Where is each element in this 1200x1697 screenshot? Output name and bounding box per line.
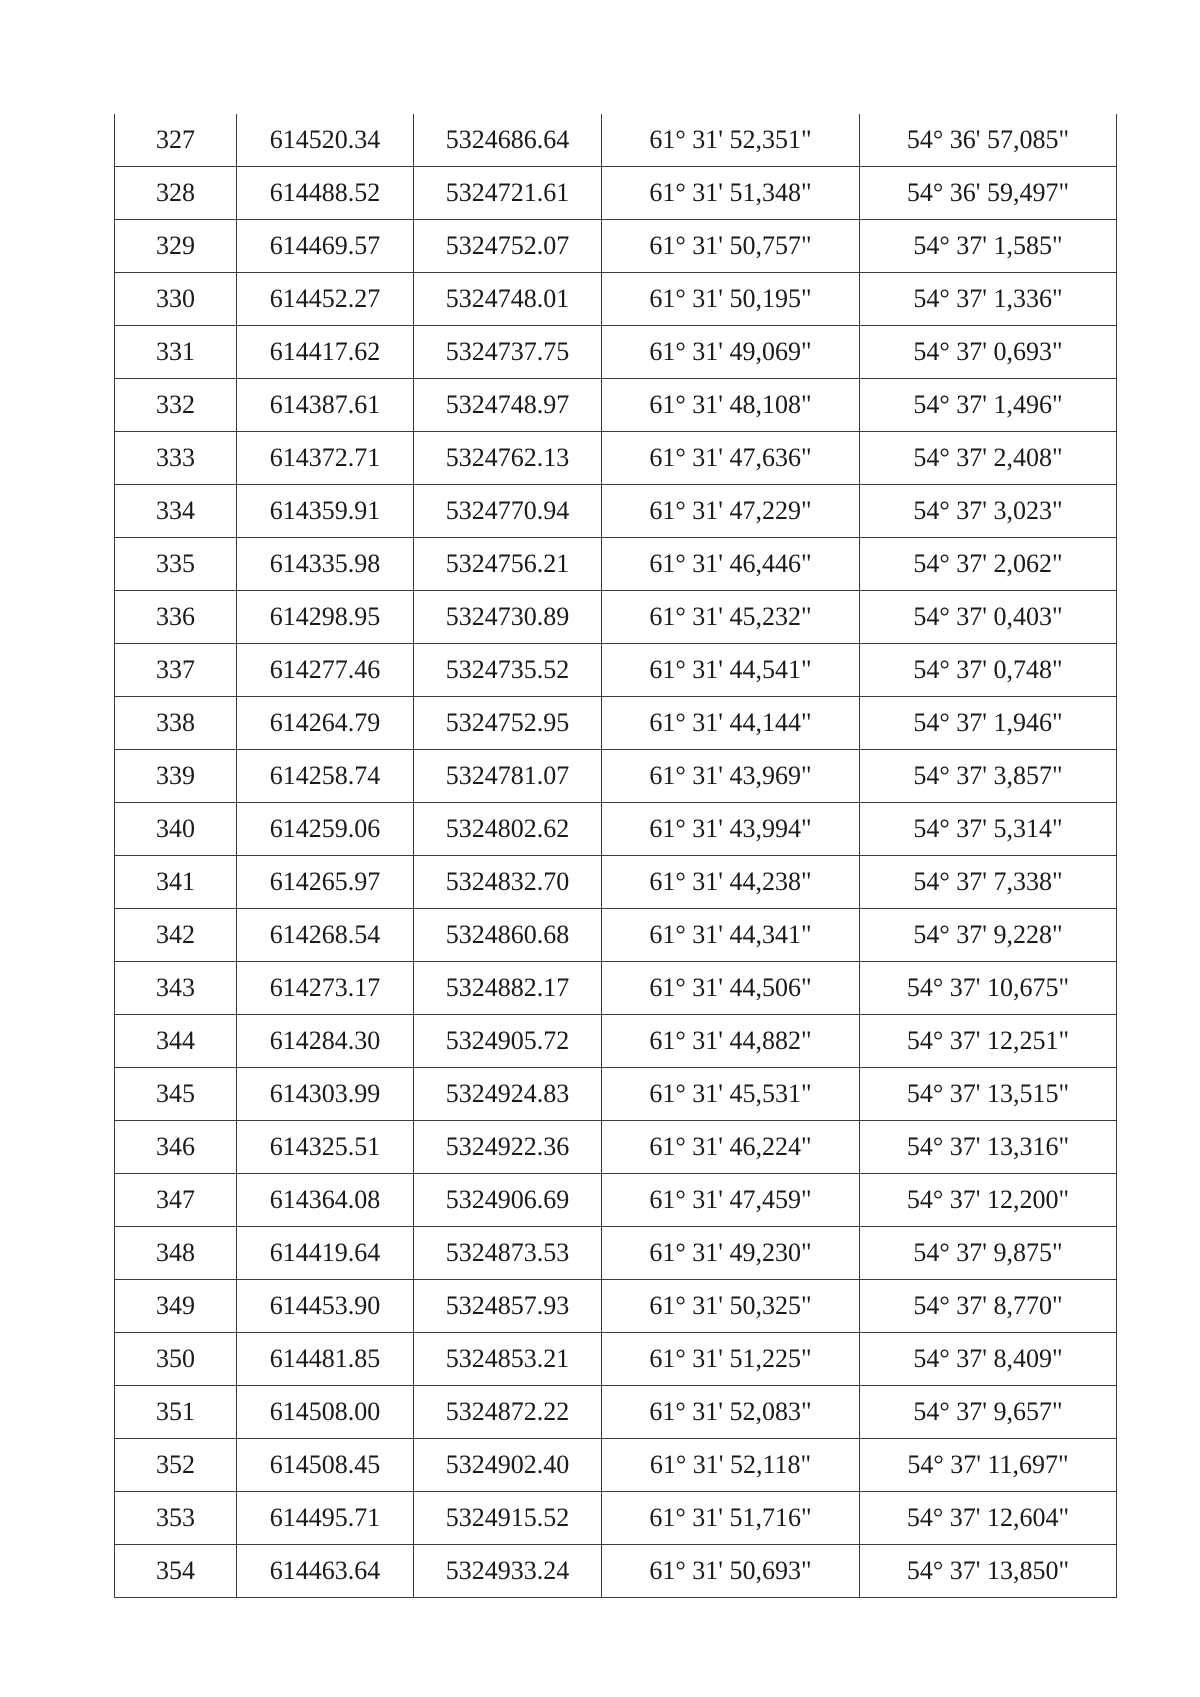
longitude-cell: 61° 31' 46,224" — [602, 1121, 860, 1174]
x-coordinate-cell: 614335.98 — [237, 538, 414, 591]
x-coordinate-cell: 614258.74 — [237, 750, 414, 803]
point-number-cell: 350 — [115, 1333, 237, 1386]
point-number-cell: 343 — [115, 962, 237, 1015]
x-coordinate-cell: 614481.85 — [237, 1333, 414, 1386]
y-coordinate-cell: 5324873.53 — [414, 1227, 602, 1280]
latitude-cell: 54° 37' 13,316" — [860, 1121, 1117, 1174]
point-number-cell: 341 — [115, 856, 237, 909]
longitude-cell: 61° 31' 49,230" — [602, 1227, 860, 1280]
coordinates-table-body — [115, 114, 1117, 1598]
longitude-cell: 61° 31' 50,757" — [602, 220, 860, 273]
longitude-cell: 61° 31' 47,636" — [602, 432, 860, 485]
latitude-cell: 54° 37' 0,748" — [860, 644, 1117, 697]
x-coordinate-cell: 614364.08 — [237, 1174, 414, 1227]
longitude-cell: 61° 31' 50,325" — [602, 1280, 860, 1333]
y-coordinate-cell: 5324752.07 — [414, 220, 602, 273]
x-coordinate-cell: 614264.79 — [237, 697, 414, 750]
table-row — [115, 1121, 1117, 1174]
latitude-cell: 54° 37' 9,875" — [860, 1227, 1117, 1280]
y-coordinate-cell: 5324756.21 — [414, 538, 602, 591]
latitude-cell: 54° 36' 59,497" — [860, 167, 1117, 220]
x-coordinate-cell: 614453.90 — [237, 1280, 414, 1333]
point-number-cell: 327 — [115, 114, 237, 167]
latitude-cell: 54° 37' 11,697" — [860, 1439, 1117, 1492]
latitude-cell: 54° 36' 57,085" — [860, 114, 1117, 167]
longitude-cell: 61° 31' 46,446" — [602, 538, 860, 591]
point-number-cell: 340 — [115, 803, 237, 856]
x-coordinate-cell: 614372.71 — [237, 432, 414, 485]
y-coordinate-cell: 5324933.24 — [414, 1545, 602, 1598]
longitude-cell: 61° 31' 47,459" — [602, 1174, 860, 1227]
table-row — [115, 803, 1117, 856]
table-row — [115, 114, 1117, 167]
point-number-cell: 344 — [115, 1015, 237, 1068]
latitude-cell: 54° 37' 1,585" — [860, 220, 1117, 273]
point-number-cell: 351 — [115, 1386, 237, 1439]
latitude-cell: 54° 37' 0,403" — [860, 591, 1117, 644]
y-coordinate-cell: 5324853.21 — [414, 1333, 602, 1386]
longitude-cell: 61° 31' 52,083" — [602, 1386, 860, 1439]
longitude-cell: 61° 31' 50,195" — [602, 273, 860, 326]
point-number-cell: 332 — [115, 379, 237, 432]
point-number-cell: 330 — [115, 273, 237, 326]
latitude-cell: 54° 37' 10,675" — [860, 962, 1117, 1015]
longitude-cell: 61° 31' 44,238" — [602, 856, 860, 909]
y-coordinate-cell: 5324735.52 — [414, 644, 602, 697]
coordinates-table — [114, 114, 1117, 1598]
latitude-cell: 54° 37' 13,850" — [860, 1545, 1117, 1598]
y-coordinate-cell: 5324882.17 — [414, 962, 602, 1015]
y-coordinate-cell: 5324730.89 — [414, 591, 602, 644]
latitude-cell: 54° 37' 9,657" — [860, 1386, 1117, 1439]
x-coordinate-cell: 614259.06 — [237, 803, 414, 856]
x-coordinate-cell: 614284.30 — [237, 1015, 414, 1068]
x-coordinate-cell: 614508.45 — [237, 1439, 414, 1492]
y-coordinate-cell: 5324686.64 — [414, 114, 602, 167]
y-coordinate-cell: 5324752.95 — [414, 697, 602, 750]
x-coordinate-cell: 614303.99 — [237, 1068, 414, 1121]
latitude-cell: 54° 37' 12,200" — [860, 1174, 1117, 1227]
point-number-cell: 352 — [115, 1439, 237, 1492]
y-coordinate-cell: 5324872.22 — [414, 1386, 602, 1439]
x-coordinate-cell: 614520.34 — [237, 114, 414, 167]
table-row — [115, 1280, 1117, 1333]
point-number-cell: 328 — [115, 167, 237, 220]
table-row — [115, 1015, 1117, 1068]
point-number-cell: 354 — [115, 1545, 237, 1598]
point-number-cell: 338 — [115, 697, 237, 750]
point-number-cell: 334 — [115, 485, 237, 538]
x-coordinate-cell: 614488.52 — [237, 167, 414, 220]
y-coordinate-cell: 5324915.52 — [414, 1492, 602, 1545]
table-row — [115, 167, 1117, 220]
latitude-cell: 54° 37' 1,336" — [860, 273, 1117, 326]
y-coordinate-cell: 5324922.36 — [414, 1121, 602, 1174]
x-coordinate-cell: 614508.00 — [237, 1386, 414, 1439]
table-row — [115, 909, 1117, 962]
x-coordinate-cell: 614265.97 — [237, 856, 414, 909]
table-row — [115, 962, 1117, 1015]
y-coordinate-cell: 5324748.97 — [414, 379, 602, 432]
table-row — [115, 697, 1117, 750]
x-coordinate-cell: 614469.57 — [237, 220, 414, 273]
latitude-cell: 54° 37' 3,023" — [860, 485, 1117, 538]
y-coordinate-cell: 5324748.01 — [414, 273, 602, 326]
point-number-cell: 342 — [115, 909, 237, 962]
x-coordinate-cell: 614298.95 — [237, 591, 414, 644]
point-number-cell: 331 — [115, 326, 237, 379]
table-row — [115, 1439, 1117, 1492]
point-number-cell: 346 — [115, 1121, 237, 1174]
y-coordinate-cell: 5324781.07 — [414, 750, 602, 803]
point-number-cell: 337 — [115, 644, 237, 697]
longitude-cell: 61° 31' 49,069" — [602, 326, 860, 379]
table-row — [115, 220, 1117, 273]
point-number-cell: 353 — [115, 1492, 237, 1545]
table-row — [115, 485, 1117, 538]
table-row — [115, 1545, 1117, 1598]
x-coordinate-cell: 614277.46 — [237, 644, 414, 697]
y-coordinate-cell: 5324905.72 — [414, 1015, 602, 1068]
y-coordinate-cell: 5324860.68 — [414, 909, 602, 962]
x-coordinate-cell: 614359.91 — [237, 485, 414, 538]
latitude-cell: 54° 37' 1,946" — [860, 697, 1117, 750]
table-row — [115, 432, 1117, 485]
table-row — [115, 326, 1117, 379]
longitude-cell: 61° 31' 44,341" — [602, 909, 860, 962]
x-coordinate-cell: 614452.27 — [237, 273, 414, 326]
longitude-cell: 61° 31' 48,108" — [602, 379, 860, 432]
latitude-cell: 54° 37' 3,857" — [860, 750, 1117, 803]
longitude-cell: 61° 31' 43,994" — [602, 803, 860, 856]
table-row — [115, 379, 1117, 432]
point-number-cell: 335 — [115, 538, 237, 591]
latitude-cell: 54° 37' 2,408" — [860, 432, 1117, 485]
latitude-cell: 54° 37' 7,338" — [860, 856, 1117, 909]
y-coordinate-cell: 5324902.40 — [414, 1439, 602, 1492]
x-coordinate-cell: 614387.61 — [237, 379, 414, 432]
table-row — [115, 1227, 1117, 1280]
longitude-cell: 61° 31' 44,882" — [602, 1015, 860, 1068]
point-number-cell: 345 — [115, 1068, 237, 1121]
longitude-cell: 61° 31' 52,351" — [602, 114, 860, 167]
table-row — [115, 591, 1117, 644]
longitude-cell: 61° 31' 45,232" — [602, 591, 860, 644]
point-number-cell: 329 — [115, 220, 237, 273]
table-row — [115, 1068, 1117, 1121]
longitude-cell: 61° 31' 51,348" — [602, 167, 860, 220]
y-coordinate-cell: 5324924.83 — [414, 1068, 602, 1121]
table-row — [115, 538, 1117, 591]
y-coordinate-cell: 5324721.61 — [414, 167, 602, 220]
longitude-cell: 61° 31' 51,716" — [602, 1492, 860, 1545]
longitude-cell: 61° 31' 52,118" — [602, 1439, 860, 1492]
table-row — [115, 1333, 1117, 1386]
table-row — [115, 750, 1117, 803]
latitude-cell: 54° 37' 5,314" — [860, 803, 1117, 856]
y-coordinate-cell: 5324802.62 — [414, 803, 602, 856]
point-number-cell: 336 — [115, 591, 237, 644]
x-coordinate-cell: 614325.51 — [237, 1121, 414, 1174]
point-number-cell: 348 — [115, 1227, 237, 1280]
x-coordinate-cell: 614419.64 — [237, 1227, 414, 1280]
y-coordinate-cell: 5324857.93 — [414, 1280, 602, 1333]
table-row — [115, 1492, 1117, 1545]
latitude-cell: 54° 37' 0,693" — [860, 326, 1117, 379]
point-number-cell: 347 — [115, 1174, 237, 1227]
latitude-cell: 54° 37' 1,496" — [860, 379, 1117, 432]
x-coordinate-cell: 614463.64 — [237, 1545, 414, 1598]
latitude-cell: 54° 37' 12,251" — [860, 1015, 1117, 1068]
x-coordinate-cell: 614417.62 — [237, 326, 414, 379]
longitude-cell: 61° 31' 45,531" — [602, 1068, 860, 1121]
x-coordinate-cell: 614273.17 — [237, 962, 414, 1015]
point-number-cell: 339 — [115, 750, 237, 803]
y-coordinate-cell: 5324770.94 — [414, 485, 602, 538]
x-coordinate-cell: 614268.54 — [237, 909, 414, 962]
point-number-cell: 333 — [115, 432, 237, 485]
y-coordinate-cell: 5324906.69 — [414, 1174, 602, 1227]
latitude-cell: 54° 37' 8,770" — [860, 1280, 1117, 1333]
latitude-cell: 54° 37' 9,228" — [860, 909, 1117, 962]
point-number-cell: 349 — [115, 1280, 237, 1333]
latitude-cell: 54° 37' 13,515" — [860, 1068, 1117, 1121]
table-row — [115, 1386, 1117, 1439]
longitude-cell: 61° 31' 50,693" — [602, 1545, 860, 1598]
latitude-cell: 54° 37' 2,062" — [860, 538, 1117, 591]
table-row — [115, 856, 1117, 909]
y-coordinate-cell: 5324762.13 — [414, 432, 602, 485]
longitude-cell: 61° 31' 44,541" — [602, 644, 860, 697]
latitude-cell: 54° 37' 8,409" — [860, 1333, 1117, 1386]
table-row — [115, 273, 1117, 326]
longitude-cell: 61° 31' 47,229" — [602, 485, 860, 538]
longitude-cell: 61° 31' 44,144" — [602, 697, 860, 750]
longitude-cell: 61° 31' 44,506" — [602, 962, 860, 1015]
latitude-cell: 54° 37' 12,604" — [860, 1492, 1117, 1545]
longitude-cell: 61° 31' 43,969" — [602, 750, 860, 803]
table-row — [115, 644, 1117, 697]
table-row — [115, 1174, 1117, 1227]
y-coordinate-cell: 5324737.75 — [414, 326, 602, 379]
y-coordinate-cell: 5324832.70 — [414, 856, 602, 909]
x-coordinate-cell: 614495.71 — [237, 1492, 414, 1545]
longitude-cell: 61° 31' 51,225" — [602, 1333, 860, 1386]
